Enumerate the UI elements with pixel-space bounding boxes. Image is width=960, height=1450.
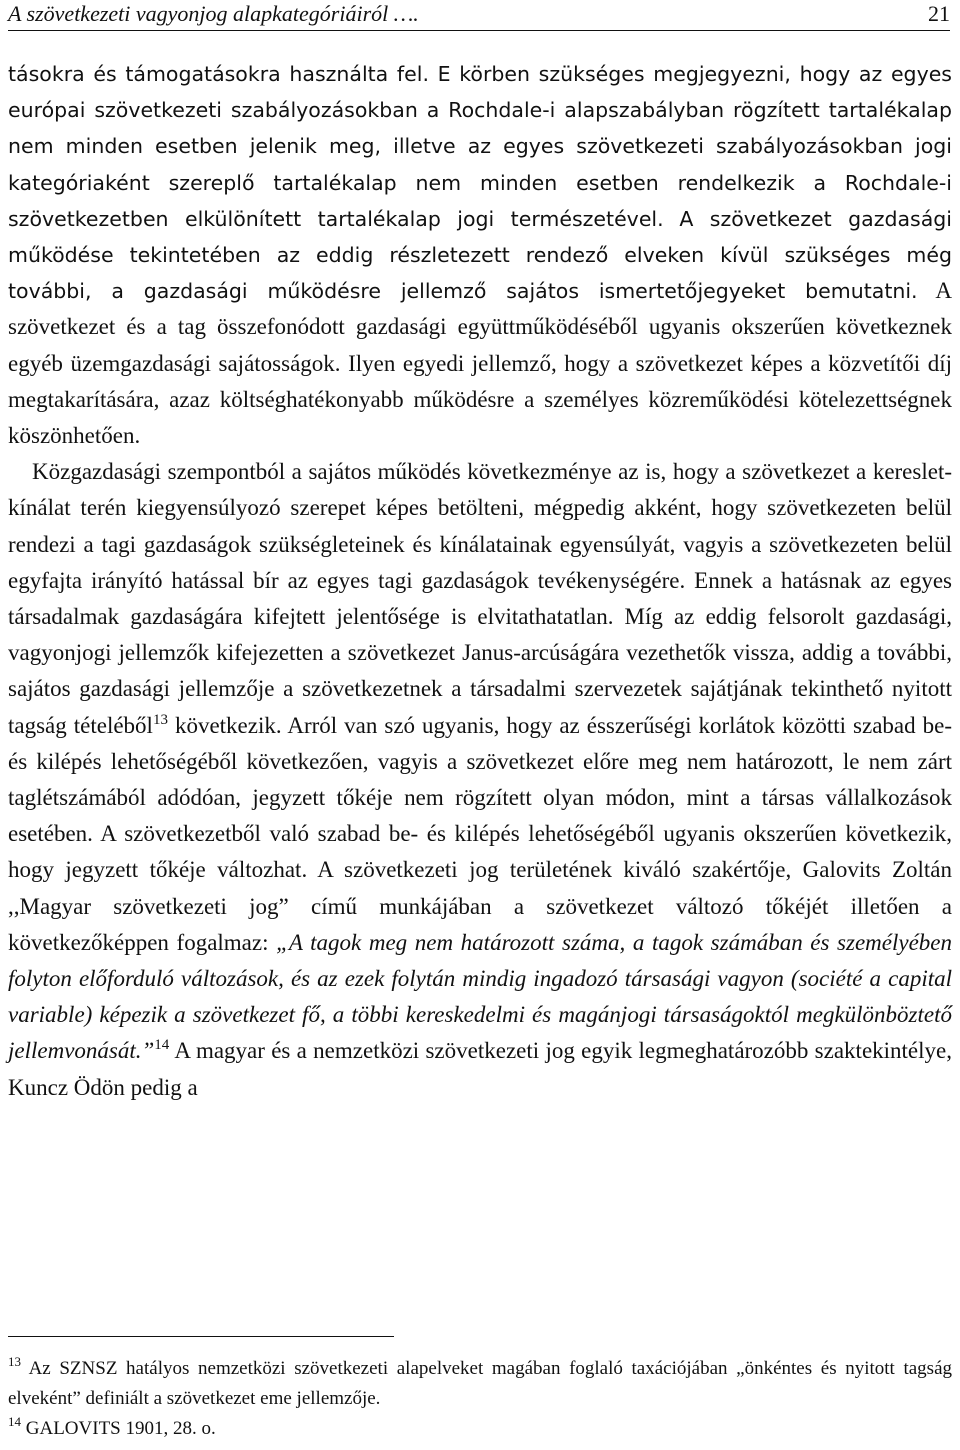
footnote-14-number: 14 [8, 1414, 21, 1429]
running-header [8, 0, 950, 31]
footnotes [8, 1354, 952, 1444]
paragraph-2 [8, 454, 952, 1106]
galovits-quote: „A tagok meg nem határozott száma, a tagok számában és személyében folyton előforduló változások, és az ezek folytán mindig ingadozó társasági vagyon (société a capital variable) képezik a szövetkezet fő, a többi kereskedelmi és magánjogi társaságoktól megkülönböztető jellemvonását.” [8, 929, 953, 1064]
footnote-13-text: Az SZNSZ hatályos nemzetközi szövetkezeti alapelveket magában foglaló taxációjában „önkéntes és nyitott tagság elveként” definiált a szövetkezet eme jellemzője. [8, 1358, 952, 1409]
footnote-ref-14[interactable]: 14 [154, 1037, 170, 1054]
paragraph-1-sans-part-b: A szövetkezet gazdasági működése tekintetében az eddig részletezett rendező elveken kívül szükséges még további, a gazdasági működésre jellemző sajátos ismertetőjegyeket bemutatni. [8, 206, 953, 304]
footnote-13-number: 13 [8, 1354, 21, 1369]
footnote-14-text: GALOVITS 1901, 28. o. [21, 1418, 216, 1439]
footnote-ref-13[interactable]: 13 [152, 711, 168, 728]
paragraph-2-part-a: Közgazdasági szempontból a sajátos működés következménye az is, hogy a szövetkezet a kereslet-kínálat terén kiegyensúlyozó szerepet képes betölteni, mégpedig akként, hogy szövetkezeten belül rendezi a tagi gazdaságok szükségleteinek és kínálatainak egyensúlyát, vagyis a szövetkezeten belül egyfajta irányító hatással bír az egyes tagi gazdaságok tevékenységére. Ennek a hatásnak az egyes társadalmak gazdaságára kifejtett jelentősége is elvitathatatlan. Míg az eddig felsorolt gazdasági, vagyonjogi jellemzők kifejezetten a szövetkezet Janus-arcúságára vezethetők vissza, addig a további, sajátos gazdasági jellemzője a szövetkezetnek a társadalmi szervezetek sajátjának tekinthető nyitott tagság tételéből [8, 459, 952, 738]
paragraph-1 [8, 56, 952, 454]
paragraph-1-serif-part: A szövetkezet és a tag összefonódott gazdasági együttműködéséből ugyanis okszerűen következnek egyéb üzemgazdasági sajátosságok. Ilyen egyedi jellemző, hogy a szövetkezet képes a közvetítői díj megtakarítására, azaz költséghatékonyabb működésre a személyes közreműködési kötelezettségnek köszönhetően. [8, 278, 953, 449]
footnote-separator [8, 1336, 394, 1337]
page-number: 21 [928, 1, 950, 26]
footnote-14 [8, 1414, 952, 1444]
paragraph-2-part-c: A magyar és a nemzetközi szövetkezeti jog egyik legmeghatározóbb szaktekintélye, Kuncz Ödön pedig a [8, 1038, 952, 1100]
body-text [8, 56, 952, 1106]
paragraph-2-part-b: következik. Arról van szó ugyanis, hogy az ésszerűségi korlátok közötti szabad be- és kilépés lehetőségéből következően, vagyis a szövetkezet előre meg nem határozott, le nem zárt taglétszámából adódóan, jegyzett tőkéje nem rögzített olyan módon, mint a társas vállalkozások esetében. A szövetkezetből való szabad be- és kilépés lehetőségéből ugyanis okszerűen következik, hogy jegyzett tőkéje változhat. A szövetkezeti jog területének kiváló szakértője, Galovits Zoltán ,,Magyar szövetkezeti jog” című munkájában a szövetkezet változó tőkéjét illetően a következőképpen fogalmaz: [8, 712, 952, 955]
footnote-13 [8, 1354, 952, 1414]
running-title: A szövetkezeti vagyonjog alapkategóriáiról …. [8, 1, 419, 26]
paragraph-1-sans-part-a: tásokra és támogatásokra használta fel. E körben szükséges megjegyezni, hogy az egyes európai szövetkezeti szabályozásokban a Rochdale-i alapszabályban rögzített tartalékalap nem minden esetben jelenik meg, illetve az egyes szövetkezeti szabályozásokban jogi kategóriaként szereplő tartalékalap nem minden esetben rendelkezik a Rochdale-i szövetkezetben elkülönített tartalékalap jogi természetével. [8, 62, 952, 231]
